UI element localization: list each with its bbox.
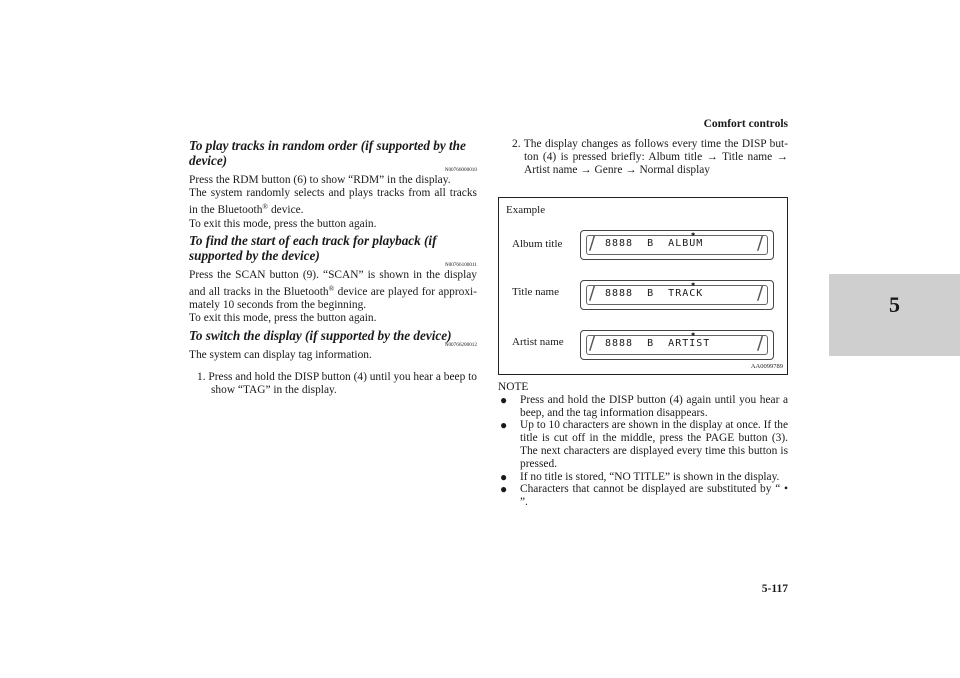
display-example-figure xyxy=(498,197,788,375)
page-header-title: Comfort controls xyxy=(703,118,788,130)
bullet-icon: ● xyxy=(500,469,508,484)
figure-row-label: Artist name xyxy=(512,336,564,348)
section-tab-number: 5 xyxy=(889,292,900,317)
lcd-text: 8888 B TRACK xyxy=(605,288,704,299)
section-tab xyxy=(829,274,960,356)
paragraph: The system randomly selects and plays tracks from all tracks in the Bluetooth® device. xyxy=(189,187,477,217)
note-block xyxy=(498,381,788,509)
lcd-text: 8888 B ALBUM xyxy=(605,238,704,249)
section-heading-scan: To find the start of each track for playback (if supported by the device) xyxy=(189,232,437,263)
bluetooth-icon: ✱ xyxy=(691,233,696,238)
paragraph: The system can display tag information. xyxy=(189,348,372,361)
bullet-icon: ● xyxy=(500,392,508,407)
figure-row-label: Album title xyxy=(512,238,563,250)
bluetooth-icon: ✱ xyxy=(691,333,696,338)
left-column xyxy=(189,138,477,397)
paragraph: Press the RDM button (6) to show “RDM” in the display. xyxy=(189,174,451,186)
section-heading-display: To switch the display (if supported by the device) xyxy=(189,327,452,343)
right-column xyxy=(512,138,788,178)
paragraph: To exit this mode, press the button again. xyxy=(189,217,377,230)
note-item: ● Up to 10 characters are shown in the display at once. If the title is cut off in the middle, press the PAGE button (3). The next characters are displayed every time this button is pressed. xyxy=(500,418,788,470)
section-code: N00766200012 xyxy=(444,341,477,348)
step-2: 2. The display changes as follows every time the DISP but-ton (4) is pressed briefly: Album title → Title name → Artist name → Genre → Normal display xyxy=(512,138,788,177)
lcd-display: / / ✱ 8888 B ARTIST xyxy=(580,330,774,360)
note-item: ● If no title is stored, “NO TITLE” is shown in the display. xyxy=(500,469,780,484)
page-number: 5-117 xyxy=(761,583,788,595)
note-list xyxy=(498,394,788,509)
section-code: N00766000010 xyxy=(444,167,477,173)
bullet-icon: ● xyxy=(500,418,508,433)
lcd-display: / / ✱ 8888 B TRACK xyxy=(580,280,774,310)
bluetooth-icon: ✱ xyxy=(691,283,696,288)
lcd-display: / / ✱ 8888 B ALBUM xyxy=(580,230,774,260)
paragraph: To exit this mode, press the button again. xyxy=(189,312,377,325)
paragraph: Press the SCAN button (9). “SCAN” is shown in the display and all tracks in the Bluetooth® device are played for approxi-mately 10 seconds from the beginning. xyxy=(189,268,477,312)
bullet-icon: ● xyxy=(500,482,508,497)
note-title: NOTE xyxy=(498,381,529,393)
registered-mark: ® xyxy=(262,202,269,212)
section-heading-random: To play tracks in random order (if supported by the device) xyxy=(189,138,466,168)
figure-row-label: Title name xyxy=(512,286,559,298)
lcd-text: 8888 B ARTIST xyxy=(605,338,711,349)
step-1: 1. Press and hold the DISP button (4) until you hear a beep to show “TAG” in the display. xyxy=(197,370,477,397)
registered-mark: ® xyxy=(328,284,335,294)
note-item: ● Characters that cannot be displayed are substituted by “ • ”. xyxy=(500,482,788,509)
section-code: N00766100011 xyxy=(444,261,477,268)
figure-code: AA0099789 xyxy=(750,363,783,370)
figure-example-label: Example xyxy=(506,204,546,216)
note-item: ● Press and hold the DISP button (4) again until you hear a beep, and the tag information disappears. xyxy=(500,392,788,419)
